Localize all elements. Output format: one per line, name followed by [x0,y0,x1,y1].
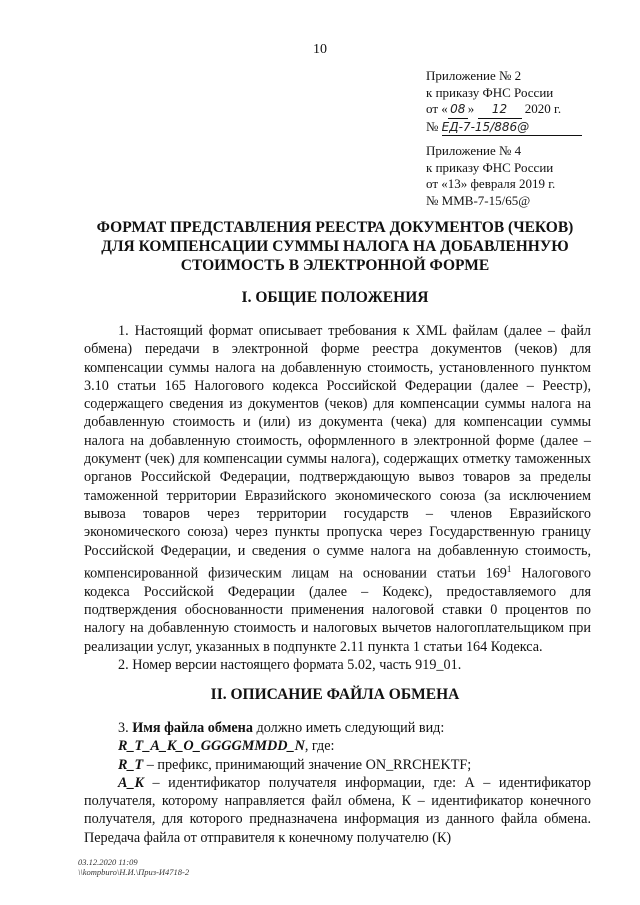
section-1-title: I. ОБЩИЕ ПОЛОЖЕНИЯ [241,289,429,306]
handwritten-day: 08 [448,101,468,119]
appendix-original-title: Приложение № 4 [426,143,522,158]
footer-path: \\kompburo\Н.И.\Приз-И4718-2 [78,867,190,877]
paragraph-1: 1. Настоящий формат описывает требования к XML файлам (далее – файл обмена) передачи в электронной форме реестра документов (чеков) для компенсации суммы налога на добавленную стоимость, установленного пунктом 3.10 статьи 165 Налогового кодекса Российской Федерации (далее – Реестр), содержащего сведения из документов (чеков) для компенсации суммы налога на добавленную стоимость и (или) из документа (чека) для компенсации суммы налога на добавленную стоимость, оформленного в электронной форме (далее – документ (чек) для компенсации суммы налога), содержащих отметку таможенных органов Российской Федерации, подтверждающую вывоз товаров за пределы таможенной территории Евразийского экономического союза (за исключением вывоза товаров через территории государств – членов Евразийского экономического союза) через пункты пропуска через Государственную границу Российской Федерации, и сведения о сумме налога на добавленную стоимость, компенсированной физическим лицам на основании статьи $169^1$ Налогового кодекса Российской Федерации (далее – Кодекс), предоставляемого для подтверждения обоснованности применения налоговой ставки 0 процентов по налогу на добавленную стоимость и налоговых вычетов налогоплательщиком при реализации услуг, указанных в подпункте 2.11 пункта 1 статьи 164 Кодекса. [84,323,591,655]
paragraph-3: 3. Имя файла обмена должно иметь следующий вид: [118,720,445,736]
appendix-original-order: к приказу ФНС России [426,159,554,175]
document-title: ФОРМАТ ПРЕДСТАВЛЕНИЯ РЕЕСТРА ДОКУМЕНТОВ (ЧЕКОВ) ДЛЯ КОМПЕНСАЦИИ СУММЫ НАЛОГА НА ДОБАВЛЕННУЮ СТОИМОСТЬ В ЭЛЕКТРОННОЙ ФОРМЕ [96,219,574,274]
footer-timestamp: 03.12.2020 11:09 [78,857,138,867]
section-1-body [84,322,591,674]
ak-definition: A_K – идентификатор получателя информации, где: А – идентификатор получателя, которому направляется файл обмена, К – идентификатор конечного получателя, для которого предназначена информация из данного файла обмена. Передача файла от отправителя к конечному получателю (К) [84,774,591,846]
filename-pattern: R_T_A_K_O_GGGGMMDD_N, где: [118,738,335,755]
appendix-original-number: № ММВ-7-15/65@ [426,192,531,208]
appendix-current-date: от « 08 » 12 2020 г. [426,101,582,119]
section-2-body [84,719,591,847]
footer [78,857,189,877]
appendix-current-order: к приказу ФНС России [426,84,554,100]
appendix-current-number: № ЕД-7-15/886@ [426,119,582,137]
page-number: 10 [313,42,327,57]
paragraph-2: 2. Номер версии настоящего формата 5.02, часть 919_01. [118,657,462,674]
handwritten-number: ЕД-7-15/886@ [442,119,582,137]
handwritten-month: 12 [478,101,522,119]
section-2-title: II. ОПИСАНИЕ ФАЙЛА ОБМЕНА [210,686,460,703]
appendix-current [426,68,582,136]
rt-definition: R_T – префикс, принимающий значение ON_RRCHEKTF; [118,756,472,773]
appendix-original [426,143,555,209]
appendix-original-date: от «13» февраля 2019 г. [426,176,556,191]
appendix-current-title: Приложение № 2 [426,68,522,83]
